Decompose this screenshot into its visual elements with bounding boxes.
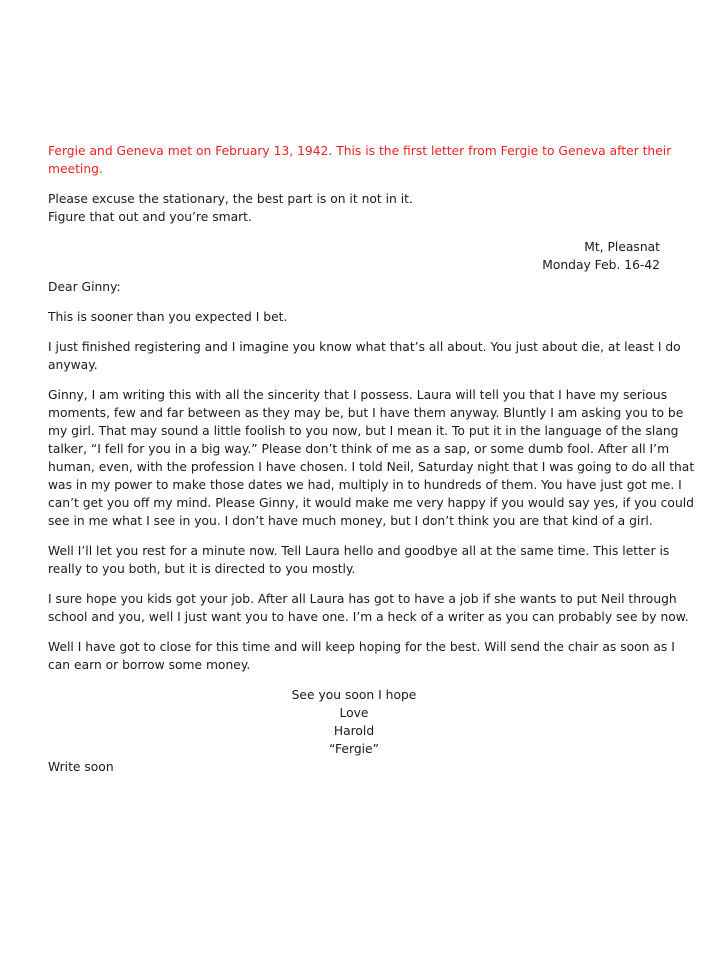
salutation	[48, 278, 660, 296]
paragraph-line: can earn or borrow some money.	[48, 658, 251, 672]
paragraph-6	[48, 638, 675, 674]
intro-line: Fergie and Geneva met on February 13, 1942. This is the first letter from Fergie to Geneva after their	[48, 144, 672, 158]
closing-line: See you soon I hope	[291, 688, 417, 702]
paragraph-5	[48, 590, 689, 626]
intro-note	[48, 142, 672, 178]
postscript	[48, 758, 660, 776]
letter-page	[48, 142, 695, 788]
paragraph-line: Well I have got to close for this time and will keep hoping for the best. Will send the chair as soon as I	[48, 640, 675, 654]
letter-heading	[48, 238, 660, 274]
salutation-text: Dear Ginny:	[48, 280, 121, 294]
paragraph-3	[48, 386, 695, 530]
paragraph-2	[48, 338, 681, 374]
paragraph-line: Ginny, I am writing this with all the sincerity that I possess. Laura will tell you that I have my serious	[48, 388, 668, 402]
paragraph-line: can’t get you off my mind. Please Ginny, it would make me very happy if you would say yes, if you could	[48, 496, 694, 510]
paragraph-line: moments, few and far between as they may be, but I have them anyway. Bluntly I am asking you to be	[48, 406, 684, 420]
paragraph-line: school and you, well I just want you to have one. I’m a heck of a writer as you can probably see by now.	[48, 610, 689, 624]
postscript-text: Write soon	[48, 760, 114, 774]
paragraph-line: talker, “I fell for you in a big way.” Please don’t think of me as a sap, or some dumb fool. After all I’m	[48, 442, 670, 456]
paragraph-line: This is sooner than you expected I bet.	[48, 310, 288, 324]
paragraph-line: really to you both, but it is directed to you mostly.	[48, 562, 356, 576]
heading-date: Monday Feb. 16-42	[542, 258, 660, 272]
paragraph-line: see in me what I see in you. I don’t have much money, but I don’t think you are that kind of a girl.	[48, 514, 653, 528]
paragraph-line: anyway.	[48, 358, 98, 372]
paragraph-4	[48, 542, 670, 578]
paragraph-line: human, even, with the profession I have chosen. I told Neil, Saturday night that I was going to do all that	[48, 460, 695, 474]
closing	[48, 686, 660, 758]
closing-line: Love	[339, 706, 369, 720]
paragraph-line: was in my power to make those dates we had, multiply in to hundreds of them. You have just got me. I	[48, 478, 682, 492]
paragraph-line: I just finished registering and I imagine you know what that’s all about. You just about die, at least I do	[48, 340, 681, 354]
closing-nickname: “Fergie”	[329, 742, 379, 756]
paragraph-1	[48, 308, 660, 326]
preface-line: Please excuse the stationary, the best part is on it not in it.	[48, 192, 413, 206]
closing-signature: Harold	[333, 724, 375, 738]
paragraph-line: I sure hope you kids got your job. After all Laura has got to have a job if she wants to put Neil through	[48, 592, 677, 606]
heading-place: Mt, Pleasnat	[584, 240, 660, 254]
paragraph-line: Well I’ll let you rest for a minute now. Tell Laura hello and goodbye all at the same time. This letter is	[48, 544, 670, 558]
preface	[48, 190, 660, 226]
preface-line: Figure that out and you’re smart.	[48, 210, 252, 224]
paragraph-line: my girl. That may sound a little foolish to you now, but I mean it. To put it in the language of the slang	[48, 424, 679, 438]
intro-line: meeting.	[48, 162, 103, 176]
